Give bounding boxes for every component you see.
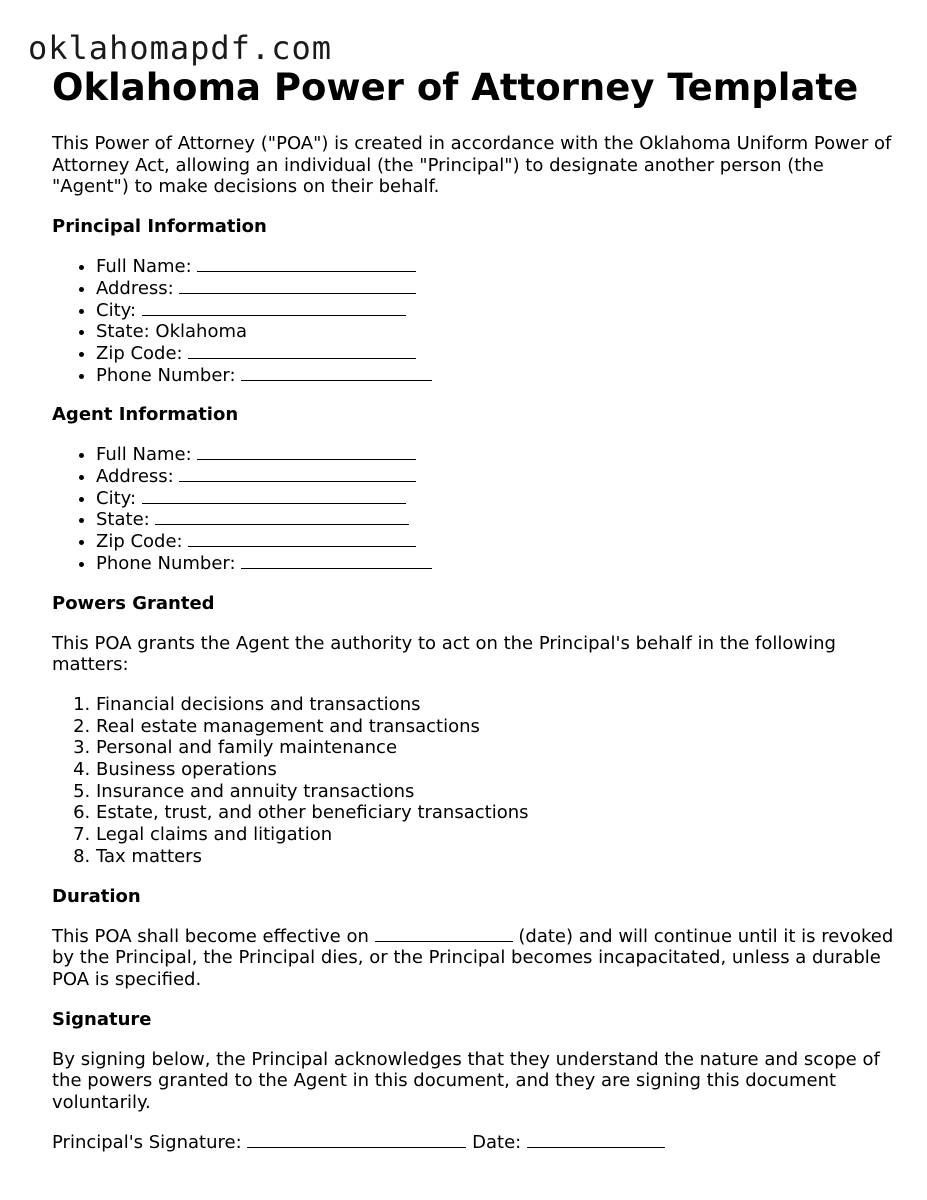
intro-paragraph: This Power of Attorney ("POA") is created in accordance with the Oklahoma Uniform Power of Attorney Act, allowing an individual (the "Principal") to designate another person (the "Agent") to make decisions on their behalf. <box>52 133 892 198</box>
effective-date-line[interactable] <box>375 926 513 942</box>
duration-heading: Duration <box>52 885 141 907</box>
principal-zip-line[interactable] <box>188 343 416 359</box>
agent-zip-field <box>96 531 902 553</box>
duration-paragraph <box>52 926 902 991</box>
powers-heading: Powers Granted <box>52 592 215 614</box>
agent-state-label: State: <box>96 509 150 531</box>
agent-full-name-label: Full Name: <box>96 444 192 466</box>
agent-full-name-field <box>96 444 902 466</box>
agent-city-field <box>96 488 902 510</box>
principal-heading: Principal Information <box>52 216 267 238</box>
powers-list-item: 5. Insurance and annuity transactions <box>96 781 902 803</box>
powers-intro: This POA grants the Agent the authority to act on the Principal's behalf in the following matters: <box>52 632 836 676</box>
agent-fields <box>52 444 902 574</box>
principal-address-field <box>96 278 902 300</box>
agent-address-field <box>96 466 902 488</box>
principal-address-line[interactable] <box>179 278 416 294</box>
signature-heading: Signature <box>52 1008 152 1030</box>
agent-zip-label: Zip Code: <box>96 531 183 553</box>
signature-line-row <box>52 1132 902 1154</box>
principal-state-field <box>96 321 902 343</box>
signature-date-line[interactable] <box>527 1132 665 1148</box>
agent-city-label: City: <box>96 487 137 509</box>
signature-paragraph: By signing below, the Principal acknowledges that they understand the nature and scope of the powers granted to the Agent in this document, and they are signing this document voluntarily. <box>52 1048 880 1114</box>
principal-fields <box>52 256 902 386</box>
agent-state-field <box>96 509 902 531</box>
principal-phone-field <box>96 365 902 387</box>
powers-list-item: 6. Estate, trust, and other beneficiary transactions <box>96 802 902 824</box>
principal-city-label: City: <box>96 299 137 321</box>
powers-list-item: 1. Financial decisions and transactions <box>96 694 902 716</box>
agent-address-line[interactable] <box>179 466 416 482</box>
principal-state-label: State: Oklahoma <box>96 321 248 343</box>
agent-city-line[interactable] <box>142 488 406 504</box>
principal-signature-label: Principal's Signature: <box>52 1131 242 1153</box>
agent-state-line[interactable] <box>155 509 409 525</box>
agent-phone-field <box>96 553 902 575</box>
agent-address-label: Address: <box>96 466 174 488</box>
principal-city-field <box>96 300 902 322</box>
principal-full-name-field <box>96 256 902 278</box>
agent-full-name-line[interactable] <box>197 444 416 460</box>
agent-phone-label: Phone Number: <box>96 552 236 574</box>
document-body <box>52 64 902 1154</box>
principal-full-name-label: Full Name: <box>96 256 192 278</box>
powers-list-item: 8. Tax matters <box>96 846 902 868</box>
principal-address-label: Address: <box>96 277 174 299</box>
duration-text-before: This POA shall become effective on <box>52 925 369 947</box>
signature-date-label: Date: <box>472 1131 522 1153</box>
principal-zip-label: Zip Code: <box>96 342 183 364</box>
principal-signature-line[interactable] <box>247 1132 466 1148</box>
principal-phone-label: Phone Number: <box>96 364 236 386</box>
agent-zip-line[interactable] <box>188 531 416 547</box>
powers-list-item: 2. Real estate management and transactions <box>96 716 902 738</box>
principal-full-name-line[interactable] <box>197 256 416 272</box>
agent-phone-line[interactable] <box>241 553 432 569</box>
principal-city-line[interactable] <box>142 300 406 316</box>
principal-phone-line[interactable] <box>241 365 432 381</box>
principal-zip-field <box>96 343 902 365</box>
site-watermark: oklahomapdf.com <box>28 29 332 67</box>
agent-heading: Agent Information <box>52 404 239 426</box>
powers-list-item: 4. Business operations <box>96 759 902 781</box>
powers-list-item: 3. Personal and family maintenance <box>96 737 902 759</box>
powers-list <box>52 694 902 868</box>
duration-text-after: (date) and will continue until it is revoked by the Principal, the Principal dies, or the Principal becomes incapacitated, unless a durable POA is specified. <box>52 925 894 990</box>
page-title: Oklahoma Power of Attorney Template <box>52 66 859 109</box>
powers-list-item: 7. Legal claims and litigation <box>96 824 902 846</box>
